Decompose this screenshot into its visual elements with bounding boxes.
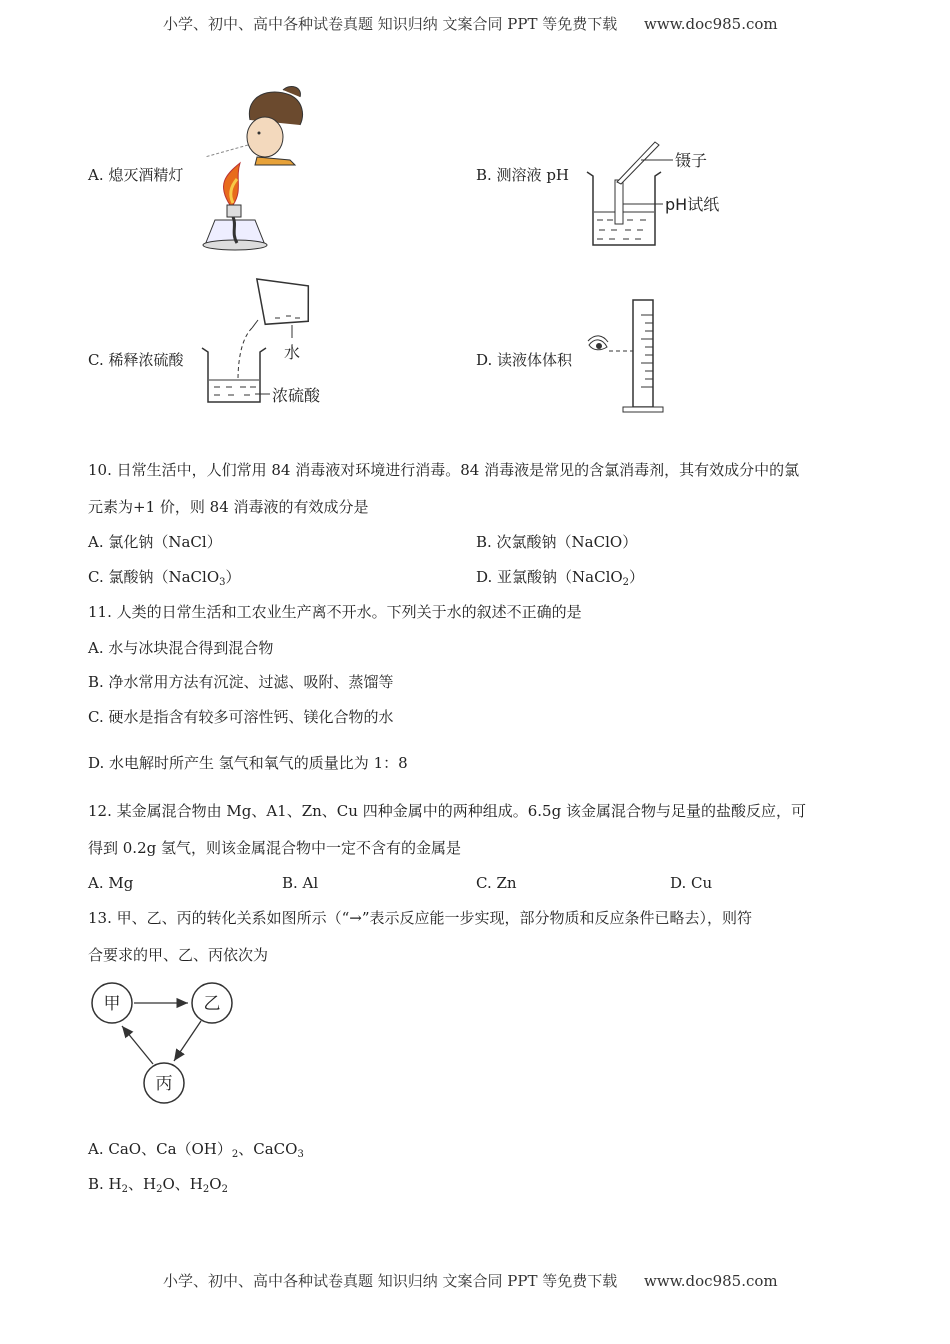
q10-stem-line2: 元素为+1 价，则 84 消毒液的有效成分是 [88,498,369,516]
arrow-bing-to-jia [122,1026,153,1064]
label-ph-paper: pH试纸 [665,195,720,214]
header-text: 小学、初中、高中各种试卷真题 知识归纳 文案合同 PPT 等免费下载 [163,15,618,33]
q13-option-b: B. $H_2$、$H_2O$、$H_2O_2$ [88,1175,228,1195]
ph-test-illustration [585,140,725,250]
node-bing-label: 丙 [155,1074,173,1094]
q10-option-d: D. 亚氯酸钠（NaClO$_2$） [476,568,645,588]
q11-option-c: C. 硬水是指含有较多可溶性钙、镁化合物的水 [88,708,394,726]
q10-option-a: A. 氯化钠（NaCl） [88,533,222,551]
label-water: 水 [284,343,301,362]
arrow-yi-to-bing [174,1021,201,1061]
alcohol-lamp-illustration [195,85,310,250]
q13-stem-line2: 合要求的甲、乙、丙依次为 [88,946,269,964]
q11-option-d: D. 水电解时所产生 氢气和氧气的质量比为 1：8 [88,754,408,772]
label-tweezers: 镊子 [675,151,708,170]
q12-option-d: D. Cu [670,874,713,892]
q10-stem-line1: 10. 日常生活中，人们常用 84 消毒液对环境进行消毒。84 消毒液是常见的含氯消毒剂，其有效成分中的氯 [88,461,800,479]
footer-text: 小学、初中、高中各种试卷真题 知识归纳 文案合同 PPT 等免费下载 [163,1272,618,1290]
q11-option-a: A. 水与冰块混合得到混合物 [88,639,274,657]
label-conc-acid: 浓硫酸 [272,386,321,405]
q9-option-b: B. 测溶液 pH [476,166,570,184]
q12-option-b: B. Al [282,874,319,892]
dilution-illustration [200,270,340,410]
page-footer [163,1270,778,1291]
q9-option-d: D. 读液体体积 [476,351,573,369]
q13-stem-line1: 13. 甲、乙、丙的转化关系如图所示（“→”表示反应能一步实现，部分物质和反应条件已略去），则符 [88,909,753,927]
node-jia-label: 甲 [103,994,121,1014]
header-url[interactable]: www.doc985.com [644,15,778,33]
footer-url[interactable]: www.doc985.com [644,1272,778,1290]
q12-stem-line2: 得到 0.2g 氢气，则该金属混合物中一定不含有的金属是 [88,839,461,857]
q12-option-c: C. Zn [476,874,517,892]
q12-stem-line1: 12. 某金属混合物由 Mg、A1、Zn、Cu 四种金属中的两种组成。6.5g 该金属混合物与足量的盐酸反应，可 [88,802,806,820]
node-yi-label: 乙 [203,994,221,1014]
q9-option-c: C. 稀释浓硫酸 [88,351,184,369]
q9-option-a: A. 熄灭酒精灯 [88,166,184,184]
q13-option-a: A. CaO、$Ca(OH)_2$、CaCO$_3$ [88,1140,304,1160]
page-header [163,13,778,34]
cylinder-reading-illustration [585,295,675,415]
q12-option-a: A. Mg [88,874,134,892]
q10-option-b: B. 次氯酸钠（NaClO） [476,533,638,551]
q11-stem: 11. 人类的日常生活和工农业生产离不开水。下列关于水的叙述不正确的是 [88,603,582,621]
conversion-diagram [90,980,240,1110]
q10-option-c: C. 氯酸钠（NaClO$_3$） [88,568,241,588]
q11-option-b: B. 净水常用方法有沉淀、过滤、吸附、蒸馏等 [88,673,394,691]
